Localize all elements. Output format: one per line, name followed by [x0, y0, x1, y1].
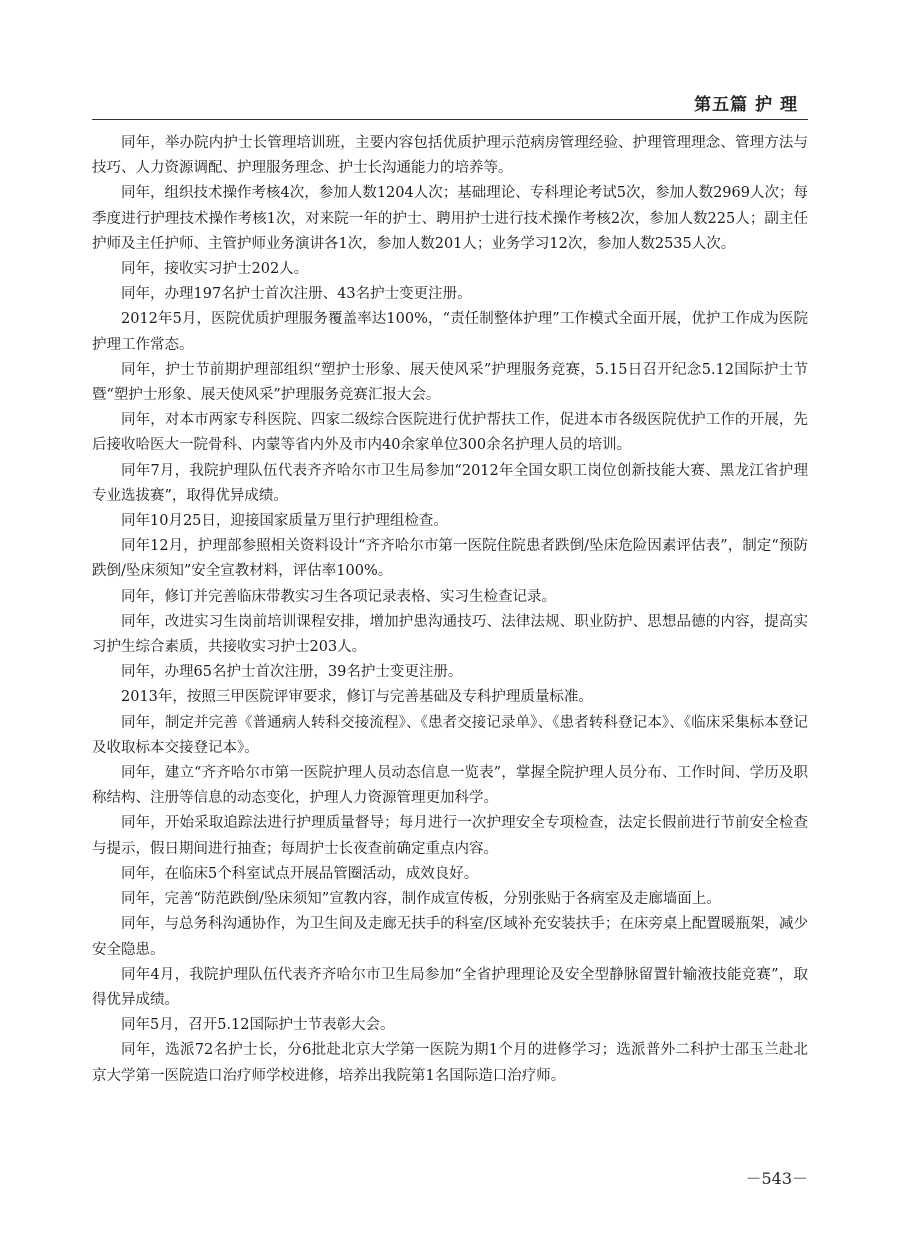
paragraph: 同年，建立“齐齐哈尔市第一医院护理人员动态信息一览表”，掌握全院护理人员分布、工作时间、学历及职称结构、注册等信息的动态变化，护理人力资源管理更加科学。 — [92, 765, 808, 807]
paragraph: 2013年，按照三甲医院评审要求，修订与完善基础及专科护理质量标准。 — [121, 689, 593, 706]
paragraph: 同年，接收实习护士202人。 — [121, 261, 309, 278]
paragraph: 同年4月，我院护理队伍代表齐齐哈尔市卫生局参加“全省护理理论及安全型静脉留置针输液技能竞赛”，取得优异成绩。 — [92, 966, 808, 1008]
paragraph: 同年，办理197名护士首次注册、43名护士变更注册。 — [121, 286, 472, 303]
paragraph: 同年12月，护理部参照相关资料设计“齐齐哈尔市第一医院住院患者跌倒/坠床危险因素评估表”，制定“预防跌倒/坠床须知”安全宣教材料，评估率100%。 — [92, 538, 808, 580]
paragraph: 同年，修订并完善临床带教实习生各项记录表格、实习生检查记录。 — [121, 588, 556, 605]
paragraph: 同年7月，我院护理队伍代表齐齐哈尔市卫生局参加“2012年全国女职工岗位创新技能大赛、黑龙江省护理专业选拔赛”，取得优异成绩。 — [92, 462, 808, 504]
paragraph: 同年，开始采取追踪法进行护理质量督导；每月进行一次护理安全专项检查，法定长假前进行节前安全检查与提示，假日期间进行抽查；每周护士长夜查前确定重点内容。 — [92, 815, 808, 857]
paragraph: 同年，办理65名护士首次注册，39名护士变更注册。 — [121, 664, 463, 681]
paragraph: 同年，护士节前期护理部组织“塑护士形象、展天使风采”护理服务竞赛，5.15日召开纪念5.12国际护士节暨“塑护士形象、展天使风采”护理服务竞赛汇报大会。 — [92, 361, 808, 404]
page-number: －543－ — [745, 1169, 808, 1188]
paragraph: 同年，选派72名护士长，分6批赴北京大学第一医院为期1个月的进修学习；选派普外二科护士邵玉兰赴北京大学第一医院造口治疗师学校进修，培养出我院第1名国际造口治疗师。 — [92, 1042, 808, 1084]
header-divider — [92, 119, 808, 120]
paragraph: 同年，对本市两家专科医院、四家二级综合医院进行优护帮扶工作，促进本市各级医院优护工作的开展，先后接收哈医大一院骨科、内蒙等省内外及市内40余家单位300余名护理人员的培训。 — [92, 412, 808, 454]
paragraph: 同年，在临床5个科室试点开展品管圈活动，成效良好。 — [121, 865, 479, 882]
paragraph: 同年，完善“防范跌倒/坠床须知”宣教内容，制作成宣传板，分别张贴于各病室及走廊墙面上。 — [121, 891, 721, 908]
paragraph: 同年10月25日，迎接国家质量万里行护理组检查。 — [121, 513, 448, 530]
paragraph: 同年，改进实习生岗前培训课程安排，增加护患沟通技巧、法律法规、职业防护、思想品德的内容，提高实习护生综合素质，共接收实习护士203人。 — [92, 613, 808, 656]
paragraph: 2012年5月，医院优质护理服务覆盖率达100%，“责任制整体护理”工作模式全面开展，优护工作成为医院护理工作常态。 — [92, 311, 808, 353]
paragraph: 同年，与总务科沟通协作，为卫生间及走廊无扶手的科室/区域补充安装扶手；在床旁桌上配置暖瓶架，减少安全隐患。 — [92, 916, 808, 958]
page-header — [92, 84, 808, 120]
section-title: 第五篇 护 理 — [694, 95, 798, 115]
paragraph: 同年，举办院内护士长管理培训班，主要内容包括优质护理示范病房管理经验、护理管理理念、管理方法与技巧、人力资源调配、护理服务理念、护士长沟通能力的培养等。 — [92, 135, 808, 177]
body-text — [92, 131, 808, 1089]
paragraph: 同年，制定并完善《普通病人转科交接流程》、《患者交接记录单》、《患者转科登记本》、《临床采集标本登记及收取标本交接登记本》。 — [92, 714, 808, 756]
paragraph: 同年5月，召开5.12国际护士节表彰大会。 — [121, 1017, 395, 1034]
paragraph: 同年，组织技术操作考核4次，参加人数1204人次；基础理论、专科理论考试5次，参加人数2969人次；每季度进行护理技术操作考核1次，对来院一年的护士、聘用护士进行技术操作考核2次，参加人数225人；副主任护师及主任护师、主管护师业务演讲各1次，参加人数201人；业务学习12次，参加人数2535人次。 — [92, 185, 808, 252]
